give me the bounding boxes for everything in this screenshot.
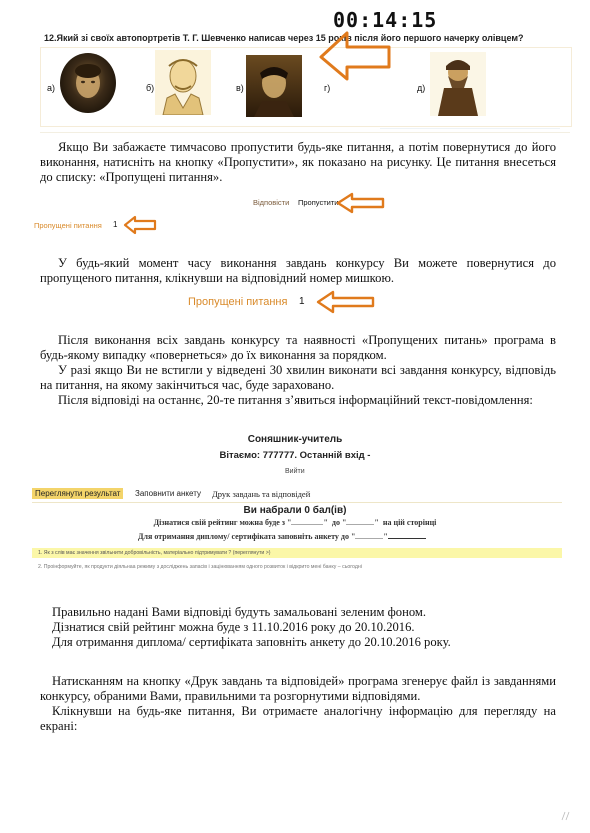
- answer-button[interactable]: Відповісти: [253, 198, 290, 207]
- tab-divider: [32, 502, 562, 503]
- dark-face-icon: [246, 55, 302, 117]
- diploma-line: [138, 532, 426, 541]
- tab-fill-form[interactable]: Заповнити анкету: [135, 489, 201, 498]
- rating-suffix: на цій сторінці: [382, 518, 437, 527]
- diploma-text: Для отримання диплому/ сертифіката заповніть анкету до ": [138, 532, 356, 541]
- arrow-left-icon: [336, 192, 386, 214]
- rating-line: [0, 518, 590, 527]
- portrait-a[interactable]: [60, 53, 116, 113]
- score-text: Ви набрали 0 бал(ів): [243, 505, 347, 516]
- option-a-label[interactable]: а): [47, 83, 56, 93]
- diploma-suffix: ": [383, 532, 388, 541]
- paragraph-click-question: Клікнувши на будь-яке питання, Ви отримаєте аналогічну інформацію для перегляду на екрані:: [40, 704, 556, 733]
- rating-mid2: ": [374, 518, 379, 527]
- option-b-label[interactable]: б): [146, 83, 155, 93]
- portrait-c[interactable]: [246, 55, 302, 117]
- elder-face-icon: [430, 52, 486, 116]
- scan-line: [40, 132, 570, 133]
- question-frame: [40, 47, 572, 127]
- exit-link[interactable]: Вийти: [285, 468, 305, 475]
- notice-item-2[interactable]: 2. Проінформуйте, як продукти діяльнаа режиму з досліджень запасів і зацінюванням одного розвиток і відкрито мені банку – сьогодні: [38, 564, 362, 570]
- notice-item-1[interactable]: 1. Як з слів має значення звільнити добровільність, матеріально підтримувати ? (переглянути >): [32, 548, 562, 558]
- timer: 00:14:15: [333, 8, 438, 32]
- option-d-label[interactable]: г): [324, 83, 331, 93]
- skipped-question-number-large[interactable]: 1: [299, 296, 305, 307]
- arrow-left-icon: [316, 290, 376, 314]
- paragraph-skip-intro: Якщо Ви забажаєте тимчасово пропустити будь-яке питання, а потім повернутися до його виконання, натисніть на кнопку «Пропустити», як показано на рисунку. Це питання внесеться до списку: «Пропущені питання».: [40, 140, 556, 184]
- paragraph-timeout: У разі якщо Ви не встигли у відведені 30 хвилин виконати всі завдання конкурсу, відповідь на питання, на якому закінчиться час, буде зараховано.: [40, 363, 556, 392]
- quiz-question: 12.Який зі своїх автопортретів Т. Г. Шевченко написав через 15 років після його першого начерку олівцем?: [44, 33, 524, 43]
- option-e-label[interactable]: д): [417, 83, 426, 93]
- scan-mark: [560, 808, 572, 826]
- rating-to: до ": [331, 518, 347, 527]
- portrait-e[interactable]: [430, 52, 486, 116]
- tab-view-results[interactable]: Переглянути результат: [32, 488, 123, 499]
- diploma-signature-line: [388, 538, 426, 539]
- skipped-questions-label: Пропущені питання: [34, 221, 102, 230]
- skip-button[interactable]: Пропустити: [298, 198, 339, 207]
- scan-line: [380, 128, 560, 129]
- paragraph-final-message: Після відповіді на останнє, 20-те питання з’явиться інформаційний текст-повідомлення:: [58, 393, 533, 407]
- rating-prefix: Дізнатися свій рейтинг можна буде з ": [153, 518, 292, 527]
- paragraph-green-answers: Правильно надані Вами відповіді будуть замальовані зеленим фоном.: [52, 605, 426, 619]
- skipped-questions-label-large: Пропущені питання: [188, 296, 288, 308]
- rating-mid1: ": [323, 518, 328, 527]
- paragraph-diploma-deadline: Для отримання диплома/ сертифіката заповніть анкету до 20.10.2016 року.: [52, 635, 451, 649]
- rating-to-blank: [346, 524, 374, 525]
- diploma-date-blank: [355, 538, 383, 539]
- sketch-face-icon: [155, 50, 211, 115]
- option-c-label[interactable]: в): [236, 83, 244, 93]
- paragraph-return: У будь-який момент часу виконання завдань конкурсу Ви можете повернутися до пропущеного питання, клікнувши на відповідний номер мишкою.: [40, 256, 556, 285]
- tab-print-tasks[interactable]: Друк завдань та відповідей: [212, 489, 311, 499]
- arrow-left-icon: [123, 215, 157, 235]
- skipped-question-number[interactable]: 1: [113, 220, 118, 229]
- paragraph-rating-dates: Дізнатися свій рейтинг можна буде з 11.10.2016 року до 20.10.2016.: [52, 620, 415, 634]
- paragraph-print-file: Натисканням на кнопку «Друк завдань та відповідей» програма згенерує файл із завданнями конкурсу, обраними Вами, правильними та розгорнутими відповідями.: [40, 674, 556, 703]
- username: Соняшник-учитель: [247, 434, 343, 445]
- portrait-b[interactable]: [155, 50, 211, 115]
- welcome-line: Вітаємо: 777777. Останній вхід -: [219, 450, 371, 461]
- paragraph-order: Після виконання всіх завдань конкурсу та наявності «Пропущених питань» програма в будь-якому випадку «повернеться» до їх виконання за порядком.: [40, 333, 556, 362]
- rating-from-blank: [291, 524, 323, 525]
- portrait-face-icon: [60, 53, 116, 113]
- arrow-left-icon: [315, 27, 393, 82]
